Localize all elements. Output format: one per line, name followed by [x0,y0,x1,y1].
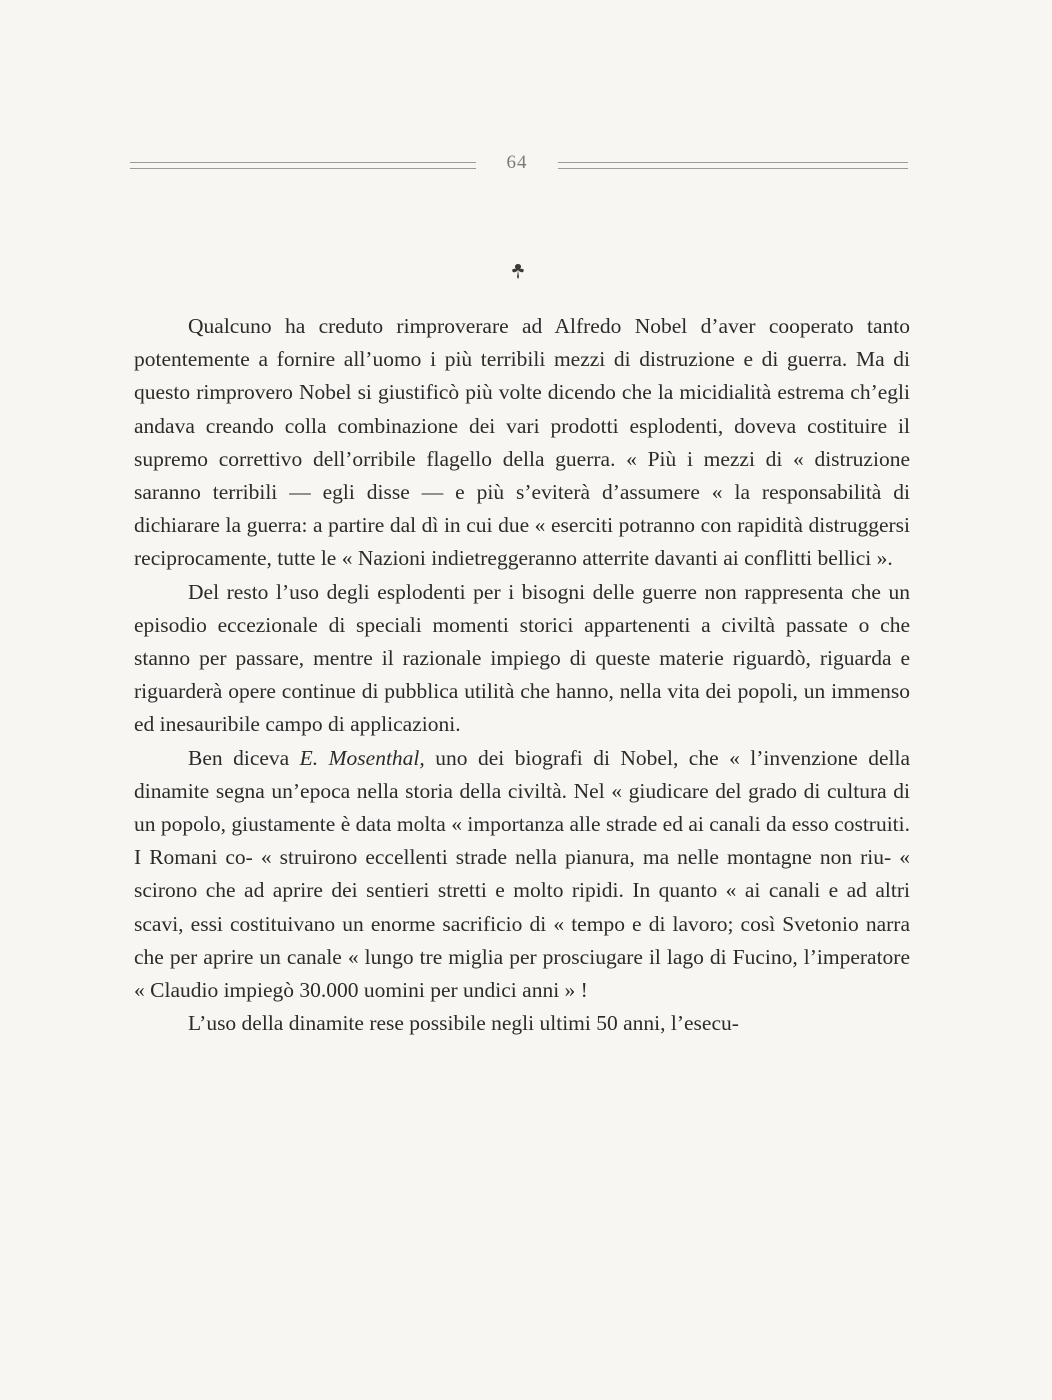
paragraph-3-quote: uno dei biografi di Nobel, che « l’invenzione della dinamite segna un’epoca nella storia della civiltà. Nel « giudicare del grado di cultura di un popolo, giustamente è data molta « importanza alle strade ed ai canali da esso costruiti. I Romani co- « struirono eccellenti strade nella pianura, ma nelle montagne non riu- « scirono che ad aprire dei sentieri stretti e molto ripidi. In quanto « ai canali e ad altri scavi, essi costituivano un enorme sacrificio di « tempo e di lavoro; così Svetonio narra che per aprire un canale « lungo tre miglia per prosciugare il lago di Fucino, l’imperatore « Claudio impiegò 30.000 uomini per undici anni » ! [134,745,910,1003]
page-header [130,152,908,182]
header-rule-right [558,162,908,169]
paragraph-4: L’uso della dinamite rese possibile negli ultimi 50 anni, l’esecu- [188,1011,739,1036]
paragraph-3-lead: Ben diceva [188,745,300,770]
fleuron-ornament-icon [506,262,530,280]
header-rule-left [130,162,476,169]
paragraph-1: Qualcuno ha creduto rimproverare ad Alfredo Nobel d’aver cooperato tanto potentemente a fornire all’uomo i più terribili mezzi di distruzione e di guerra. Ma di questo rimprovero Nobel si giustificò più volte dicendo che la micidialità estrema ch’egli andava creando colla combinazione dei vari prodotti esplodenti, doveva costituire il supremo correttivo dell’orribile flagello della guerra. « Più i mezzi di « distruzione saranno terribili — egli disse — e più s’eviterà d’assumere « la responsabilità di dichiarare la guerra: a partire dal dì in cui due « eserciti potranno con rapidità distruggersi reciprocamente, tutte le « Nazioni indietreggeranno atterrite davanti ai conflitti bellici ». [134,314,910,571]
page-number: 64 [506,152,528,173]
paragraph-2: Del resto l’uso degli esplodenti per i bisogni delle guerre non rappresenta che un episodio eccezionale di speciali momenti storici appartenenti a civiltà passate o che stanno per passare, mentre il razionale impiego di queste materie riguardò, riguarda e riguarderà opere continue di pubblica utilità che hanno, nella vita dei popoli, un immenso ed inesauribile campo di applicazioni. [134,579,910,737]
author-name: E. Mosenthal, [299,745,425,770]
body-text [134,310,910,1040]
paragraph-3 [134,742,910,1008]
